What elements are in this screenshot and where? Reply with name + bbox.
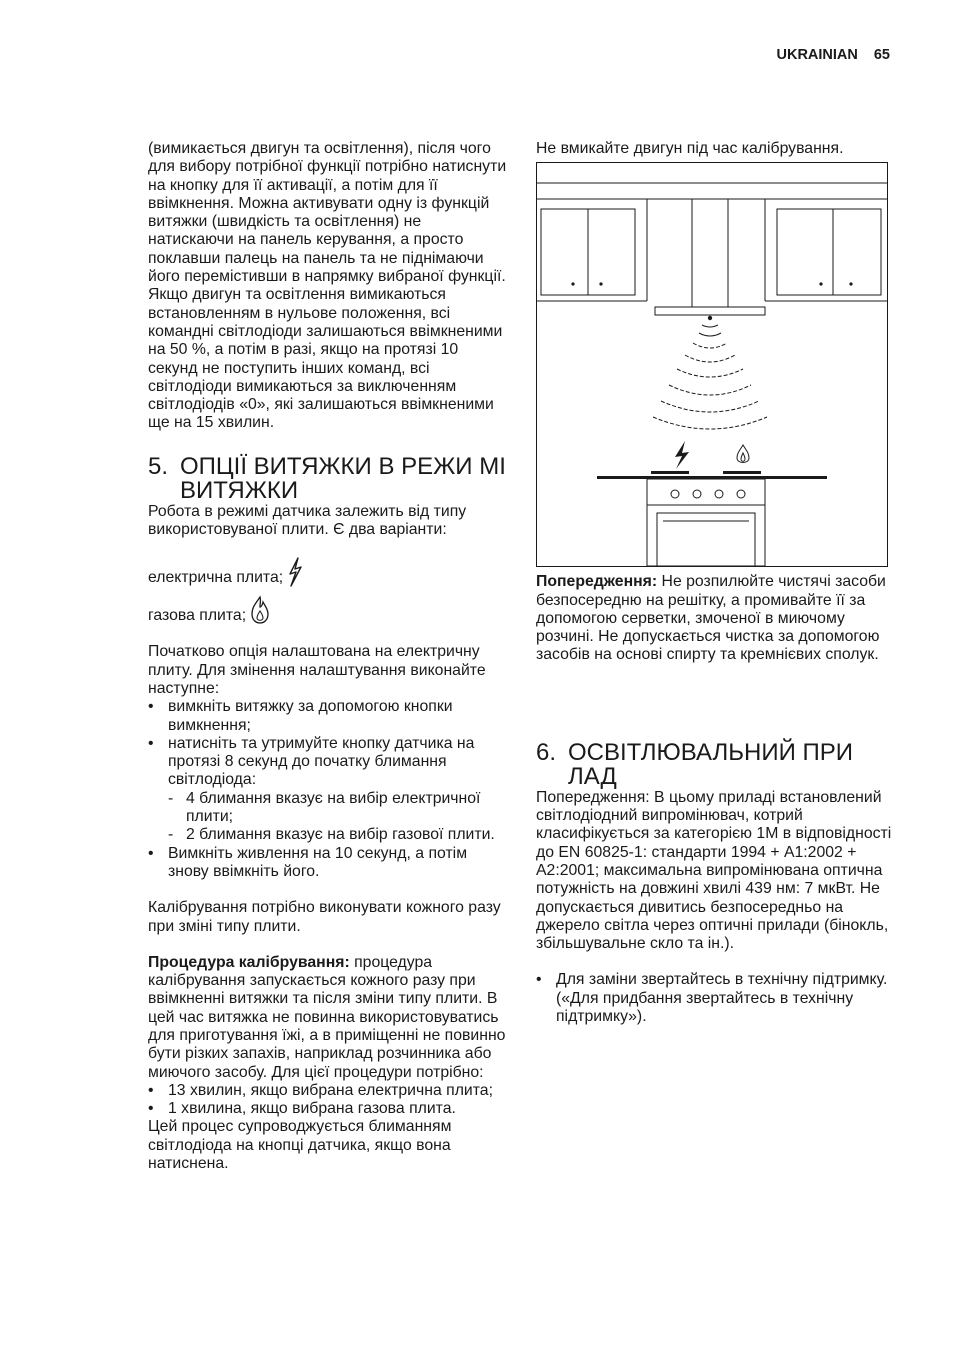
procedure-paragraph: Процедура калібрування: процедура калібрування запускається кожного разу при ввімкненні витяжки та після зміни типу плити. В цей час витяжка не повинна використовуватись для приготування їжі, а в приміщенні не повинно бути різких запахів, наприклад розчинника або миючого засобу. Для цієї процедури потрібно: xyxy=(148,953,506,1081)
page-number: 65 xyxy=(873,47,890,63)
zero-position-paragraph: Якщо двигун та освітлення вимикаються встановленням в нульове положення, всі командні світлодіоди залишаються ввімкненими на 50 %, а потім в разі, якщо на протязі 10 секунд не поступить інших команд, всі світлодіоди вимикаються за виключенням світлодіодів «0», які залишаються ввімкненими ще на 15 хвилин. xyxy=(148,286,503,432)
list-item: • натисніть та утримуйте кнопку датчика на протязі 8 секунд до початку блимання світлодіода: xyxy=(148,734,475,789)
list-item: - 4 блимання вказує на вибір електричної плити; xyxy=(168,789,481,826)
right-column xyxy=(536,140,896,1026)
led-paragraph: Попередження: В цьому приладі встановлений світлодіодний випромінювач, котрий класифікується за категорією 1M в відповідності до EN 60825-1: стандарти 1994 + A1:2002 + A2:2001; максимальна випромінювана оптична потужність на довжині хвилі 439 нм: 7 мкВт. Не допускається дивитись безпосередньо на джерело світла через оптичні прилади (бінокль, збільшувальне скло та ін.). xyxy=(536,788,892,953)
cleaning-warning: Попередження: Не розпилюйте чистячі засоби безпосередню на решітку, а промивайте її за допомогою серветки, змоченої в миючому розчині. Не допускається чистка за допомогою засобів на основі спирту та кремнієвих сполук. xyxy=(536,573,886,664)
section-6-heading xyxy=(536,738,896,790)
intro-paragraph: (вимикається двигун та освітлення), після чого для вибору потрібної функції потрібно натиснути на кнопку для її активації, а потім для її ввімкнення. Можна активувати одну із функцій витяжки (швидкість та освітлення) не натискаючи на панель керування, а просто поклавши палець на панель та не піднімаючи його перемістивши в напрямку вибраної функції. xyxy=(148,140,507,286)
power-step-list xyxy=(148,845,508,882)
support-list xyxy=(536,971,896,1026)
list-item: • вимкніть витяжку за допомогою кнопки вимкнення; xyxy=(148,698,453,734)
list-item: • 13 хвилин, якщо вибрана електрична плита; xyxy=(148,1081,493,1099)
list-item: - 2 блимання вказує на вибір газової плити. xyxy=(168,826,495,844)
lightning-icon xyxy=(287,557,303,587)
left-column xyxy=(148,140,508,1173)
list-item: • Для заміни звертайтесь в технічну підтримку. («Для придбання звертайтесь в технічну підтримку»). xyxy=(536,971,888,1026)
gas-label: газова плита; xyxy=(148,607,247,625)
calibration-note: Калібрування потрібно виконувати кожного разу при зміні типу плити. xyxy=(148,899,501,935)
procedure-label: Процедура калібрування: xyxy=(148,953,350,971)
durations-list xyxy=(148,1082,508,1119)
closing-paragraph: Цей процес супроводжується блиманням світлодіода на кнопці датчика, якщо вона натиснена. xyxy=(148,1118,452,1173)
change-steps-list xyxy=(148,698,508,789)
warning-label: Попередження: xyxy=(536,573,658,591)
section-5-number: 5. xyxy=(148,452,169,480)
hood-sensor-diagram xyxy=(537,163,887,566)
section-6-number: 6. xyxy=(536,738,557,766)
kitchen-hood-figure xyxy=(536,162,888,567)
electric-label: електрична плита; xyxy=(148,569,284,587)
section-6-title: ОСВІТЛЮВАЛЬНИЙ ПРИ ЛАД xyxy=(568,738,854,790)
section-5-heading xyxy=(148,452,508,504)
gas-option xyxy=(148,595,508,625)
default-setting-paragraph: Початково опція налаштована на електричну плиту. Для змінення налаштування виконайте наступне: xyxy=(148,643,486,697)
header-language: UKRAINIAN xyxy=(776,47,858,63)
flame-icon xyxy=(250,595,270,625)
section-5-intro: Робота в режимі датчика залежить від типу використовуваної плити. Є два варіанти: xyxy=(148,502,467,539)
blink-sublist xyxy=(148,790,508,845)
list-item: • 1 хвилина, якщо вибрана газова плита. xyxy=(148,1100,456,1118)
section-5-title: ОПЦІЇ ВИТЯЖКИ В РЕЖИ МІ ВИТЯЖКИ xyxy=(180,452,506,504)
figure-caption: Не вмикайте двигун під час калібрування. xyxy=(536,140,844,157)
electric-option xyxy=(148,557,508,587)
page-header xyxy=(777,47,891,63)
list-item: • Вимкніть живлення на 10 секунд, а потім знову ввімкніть його. xyxy=(148,844,468,880)
